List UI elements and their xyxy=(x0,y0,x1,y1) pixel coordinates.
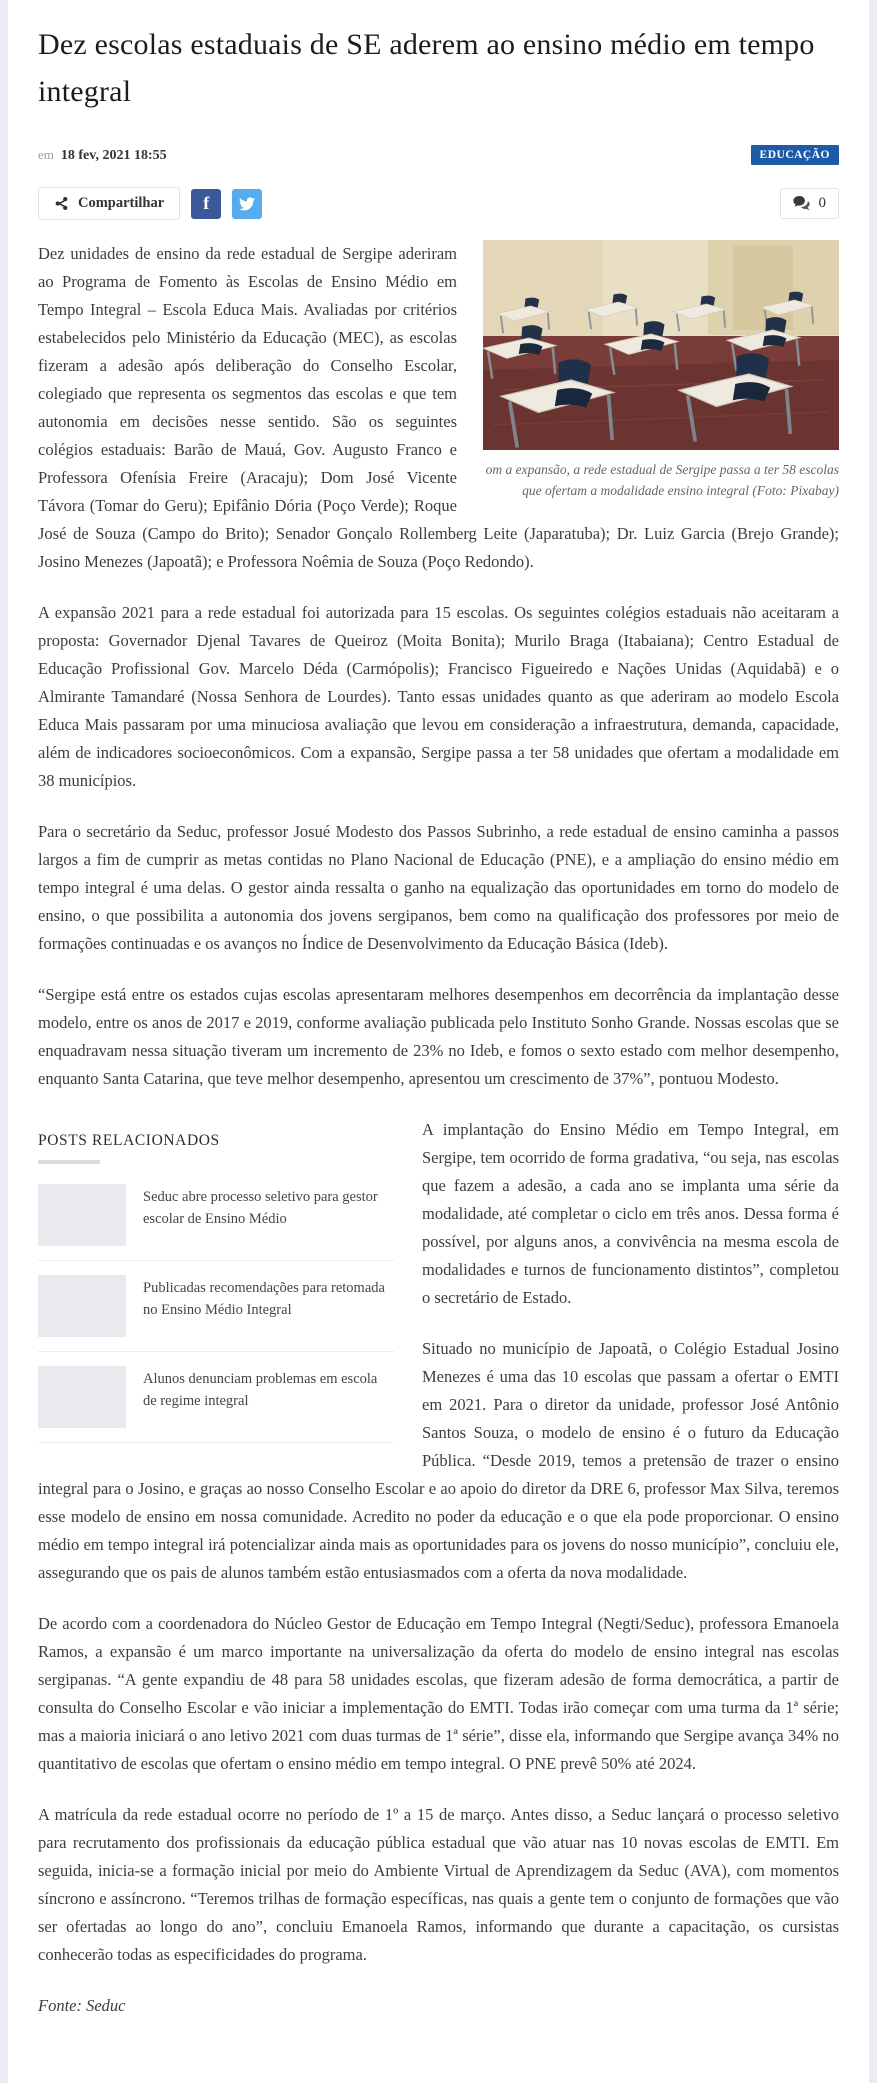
comments-count: 0 xyxy=(818,195,826,211)
date-prefix: em xyxy=(38,146,54,162)
share-button[interactable] xyxy=(38,187,180,220)
share-icon xyxy=(54,196,69,211)
related-post-2[interactable] xyxy=(38,1261,394,1352)
share-label: Compartilhar xyxy=(78,195,165,211)
paragraph-7: De acordo com a coordenadora do Núcleo Gestor de Educação em Tempo Integral (Negti/Seduc), professora Emanoela Ramos, a expansão é um marco importante na universalização da oferta do modelo de ensino integral nas escolas sergipanas. “A gente expandiu de 48 para 58 unidades escolas, que fizeram adesão de forma democrática, a partir de consulta do Conselho Escolar e vão iniciar a implementação do EMTI. Todas irão começar com uma turma da 1ª série; mas a maioria iniciará o ano letivo 2021 com duas turmas de 1ª série”, disse ela, informando que Sergipe avança 34% no quantitativo de escolas que ofertam o ensino médio em tempo integral. O PNE prevê 50% até 2024. xyxy=(38,1614,839,1773)
related-post-thumbnail xyxy=(38,1184,126,1246)
paragraph-6: Situado no município de Japoatã, o Colégio Estadual Josino Menezes é uma das 10 escolas que passam a ofertar o EMTI em 2021. Para o diretor da unidade, professor José Antônio Santos Souza, o modelo de ensino é o futuro da Educação Pública. “Desde 2019, temos a pretensão de trazer o ensino integral para o Josino, e graças ao nosso Conselho Escolar e ao apoio do diretor da DRE 6, professor Max Silva, teremos esse modelo de ensino em nossa comunidade. Acredito no poder da educação e o que ela pode proporcionar. O ensino médio em tempo integral irá potencializar ainda mais as oportunidades para os jovens do nosso município”, concluiu ele, assegurando que os pais de alunos também estão entusiasmados com a oferta da nova modalidade. xyxy=(38,1339,839,1582)
page-title: Dez escolas estaduais de SE aderem ao ensino médio em tempo integral xyxy=(38,28,815,108)
paragraph-8: A matrícula da rede estadual ocorre no período de 1º a 15 de março. Antes disso, a Seduc lançará o processo seletivo para recrutamento dos profissionais da educação pública estadual que vão atuar nas 10 novas escolas de EMTI. Em seguida, inicia-se a formação inicial por meio do Ambiente Virtual de Aprendizagem da Seduc (AVA), com momentos síncrono e assíncrono. “Teremos trilhas de formação específicas, nas quais a gente tem o conjunto de formações que vão ser ofertadas ao longo do ano”, concluiu Emanoela Ramos, informando que durante a capacitação, os cursistas conhecerão todas as especificidades do programa. xyxy=(38,1805,839,1964)
category-badge[interactable]: EDUCAÇÃO xyxy=(751,145,839,165)
related-posts-heading: POSTS RELACIONADOS xyxy=(38,1132,220,1149)
article-body xyxy=(38,240,839,2043)
facebook-share-button[interactable] xyxy=(191,189,221,219)
source-line: Fonte: Seduc xyxy=(38,1996,126,2015)
comments-counter[interactable] xyxy=(780,188,840,219)
facebook-icon: f xyxy=(203,193,210,213)
date-value: 18 fev, 2021 18:55 xyxy=(60,147,167,163)
related-post-3[interactable] xyxy=(38,1352,394,1443)
related-post-thumbnail xyxy=(38,1275,126,1337)
paragraph-5: A implantação do Ensino Médio em Tempo Integral, em Sergipe, tem ocorrido de forma gradativa, “ou seja, nas escolas que fazem a adesão, a cada ano se implanta uma série da modalidade, até completar o ciclo em três anos. Dessa forma é possível, por alguns anos, a convivência na mesma escola de modalidades e turnos de funcionamento distintos”, completou o secretário de Estado. xyxy=(422,1120,839,1307)
photo-caption: om a expansão, a rede estadual de Sergipe passa a ter 58 escolas que ofertam a modalidade ensino integral (Foto: Pixabay) xyxy=(485,462,839,498)
related-post-title: Seduc abre processo seletivo para gestor escolar de Ensino Médio xyxy=(143,1189,378,1228)
related-post-title: Publicadas recomendações para retomada no Ensino Médio Integral xyxy=(143,1280,385,1319)
related-heading-underline xyxy=(38,1160,100,1164)
related-post-title: Alunos denunciam problemas em escola de regime integral xyxy=(143,1371,378,1410)
article-card xyxy=(8,0,869,2083)
related-posts xyxy=(38,1132,394,1443)
twitter-icon xyxy=(239,197,255,211)
related-post-thumbnail xyxy=(38,1366,126,1428)
classroom-photo xyxy=(483,240,839,450)
share-row xyxy=(38,187,839,220)
related-post-1[interactable] xyxy=(38,1170,394,1261)
paragraph-3: Para o secretário da Seduc, professor Josué Modesto dos Passos Subrinho, a rede estadual de ensino caminha a passos largos a fim de cumprir as metas contidas no Plano Nacional de Educação (PNE), e a ampliação do ensino médio em tempo integral é uma delas. O gestor ainda ressalta o ganho na equalização das oportunidades em torno do modelo de ensino, o que possibilita a autonomia dos jovens sergipanos, bem como na qualificação dos professores por meio de formações continuadas e os avanços no Índice de Desenvolvimento da Educação Básica (Ideb). xyxy=(38,822,839,953)
twitter-share-button[interactable] xyxy=(232,189,262,219)
paragraph-2: A expansão 2021 para a rede estadual foi autorizada para 15 escolas. Os seguintes colégios estaduais não aceitaram a proposta: Governador Djenal Tavares de Queiroz (Moita Bonita); Murilo Braga (Itabaiana); Centro Estadual de Educação Profissional Gov. Marcelo Déda (Carmópolis); Francisco Figueiredo e Nações Unidas (Aquidabã) e o Almirante Tamandaré (Nossa Senhora de Lourdes). Tanto essas unidades quanto as que aderiram ao modelo Escola Educa Mais passaram por uma minuciosa avaliação que levou em consideração a infraestrutura, demanda, capacidade, além de indicadores socioeconômicos. Com a expansão, Sergipe passa a ter 58 unidades que ofertam a modalidade em 38 municípios. xyxy=(38,603,839,790)
comments-icon xyxy=(793,196,810,211)
share-buttons xyxy=(38,187,262,220)
paragraph-4: “Sergipe está entre os estados cujas escolas apresentaram melhores desempenhos em decorrência da implantação desse modelo, entre os anos de 2017 e 2019, conforme avaliação publicada pelo Instituto Sonho Grande. Nossas escolas que se enquadravam nessa situação tiveram um incremento de 23% no Ideb, e fomos o sexto estado com melhor desempenho, enquanto Santa Catarina, que teve melhor desempenho, apresentou um crescimento de 37%”, pontuou Modesto. xyxy=(38,985,839,1088)
publish-date xyxy=(38,147,167,164)
paragraph-1: Dez unidades de ensino da rede estadual de Sergipe aderiram ao Programa de Fomento às Escolas de Ensino Médio em Tempo Integral – Escola Educa Mais. Avaliadas por critérios estabelecidos pelo Ministério da Educação (MEC), as escolas fizeram a adesão após deliberação do Conselho Escolar, colegiado que representa os segmentos das escolas e que tem autonomia em decisões nesse sentido. São os seguintes colégios estaduais: Barão de Mauá, Gov. Augusto Franco e Professora Ofenísia Freire (Aracaju); Dom José Vicente Távora (Tomar do Geru); Epifânio Dória (Poço Verde); Roque José de Souza (Campo do Brito); Senador Gonçalo Rollemberg Leite (Japaratuba); Dr. Luiz Garcia (Brejo Grande); Josino Menezes (Japoatã); e Professora Noêmia de Souza (Poço Redondo). xyxy=(38,244,839,571)
article-photo xyxy=(483,240,839,502)
meta-row xyxy=(38,145,839,165)
